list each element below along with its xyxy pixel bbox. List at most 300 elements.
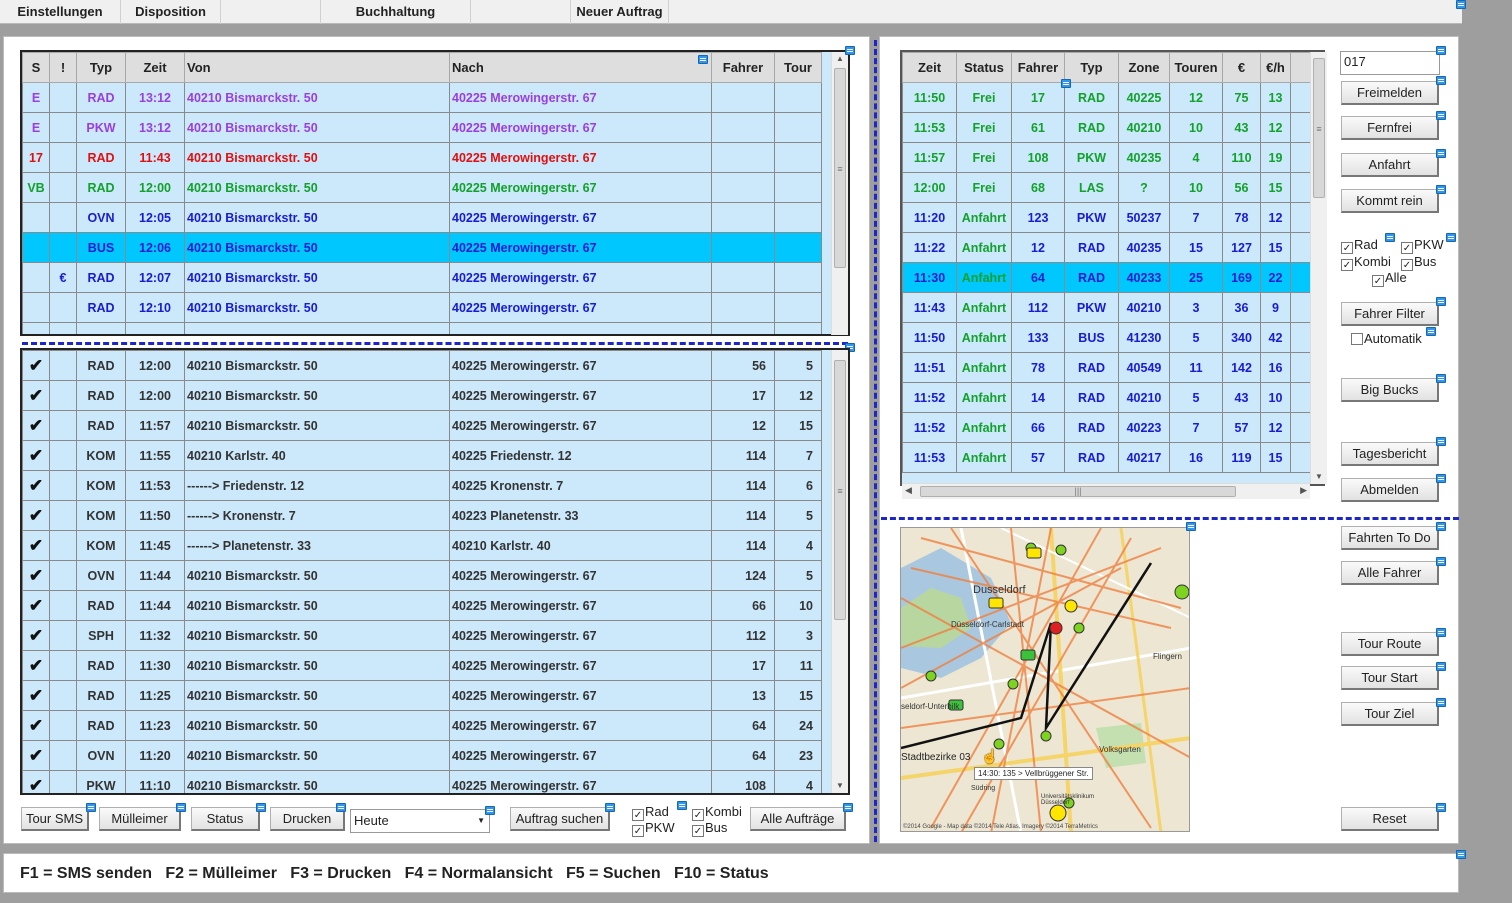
cell-von: 40210 Bismarckstr. 50 <box>185 561 450 591</box>
cell-zone: 50237 <box>1119 203 1170 233</box>
cell-von: 40210 Bismarckstr. 50 <box>185 411 450 441</box>
cell-nach: 40225 Merowingerstr. 67 <box>450 173 712 203</box>
menu-empty-1[interactable] <box>221 0 321 24</box>
splitter-vertical[interactable] <box>874 40 877 842</box>
table-row[interactable] <box>23 411 822 441</box>
table-row[interactable] <box>903 383 1326 413</box>
table-row[interactable] <box>23 561 822 591</box>
alert-marker-icon[interactable] <box>1050 622 1062 634</box>
bike-marker-icon[interactable] <box>1008 679 1018 689</box>
table-row[interactable] <box>23 113 822 143</box>
table-row[interactable] <box>23 233 822 263</box>
note-icon[interactable] <box>1436 557 1446 566</box>
cell-typ: RAD <box>1065 263 1119 293</box>
note-icon[interactable] <box>677 801 687 810</box>
cell-zeit: 11:43 <box>126 143 185 173</box>
fahrten-todo-button[interactable]: Fahrten To Do <box>1341 526 1439 550</box>
cell-fahrer: 114 <box>712 471 775 501</box>
col-typ[interactable]: Typ <box>77 53 126 83</box>
muelleimer-button[interactable]: Mülleimer <box>99 807 181 831</box>
cell-zeit: 12:07 <box>126 263 185 293</box>
cell-status: Anfahrt <box>957 443 1012 473</box>
col-eur[interactable]: € <box>1223 53 1261 83</box>
cell-touren: 25 <box>1170 263 1223 293</box>
table-row[interactable] <box>23 471 822 501</box>
table-row[interactable] <box>23 741 822 771</box>
cell-typ: RAD <box>1065 383 1119 413</box>
cell-status: Frei <box>957 143 1012 173</box>
cell-zeit: 11:20 <box>903 203 957 233</box>
drivers-grid <box>900 50 1325 486</box>
note-icon[interactable] <box>605 803 615 812</box>
table-row[interactable] <box>903 323 1326 353</box>
map-view[interactable] <box>900 527 1190 832</box>
table-row[interactable] <box>903 353 1326 383</box>
map-label: Stadtbezirke 03 <box>901 752 971 763</box>
check-icon: ✔ <box>23 741 50 771</box>
cell-priority <box>50 711 77 741</box>
reset-button[interactable]: Reset <box>1341 807 1439 831</box>
driver-number-input[interactable]: 017 <box>1340 51 1440 75</box>
filter-rad[interactable] <box>632 805 669 821</box>
cell-typ: PKW <box>1065 143 1119 173</box>
tour-route-button[interactable]: Tour Route <box>1341 632 1439 656</box>
drivers-hscrollbar[interactable] <box>902 483 1310 499</box>
note-icon[interactable] <box>1436 46 1446 55</box>
cell-zeit: 12:00 <box>903 173 957 203</box>
table-row[interactable] <box>903 203 1326 233</box>
cell-typ: RAD <box>77 651 126 681</box>
cell-nach: 40225 Kronenstr. 7 <box>450 471 712 501</box>
cell-typ: RAD <box>77 351 126 381</box>
col-zeit[interactable]: Zeit <box>126 53 185 83</box>
col-zeit[interactable]: Zeit <box>903 53 957 83</box>
note-icon[interactable] <box>1186 522 1196 531</box>
cell-fahrer: 123 <box>1012 203 1065 233</box>
cell-tour: 6 <box>775 471 822 501</box>
note-icon[interactable] <box>698 55 708 64</box>
note-icon[interactable] <box>485 806 495 815</box>
cell-typ: RAD <box>1065 233 1119 263</box>
tagesbericht-button[interactable]: Tagesbericht <box>1341 442 1439 466</box>
scroll-thumb[interactable]: ≡ <box>834 68 846 268</box>
note-icon[interactable] <box>1436 698 1446 707</box>
auftrag-suchen-button[interactable]: Auftrag suchen <box>510 807 610 831</box>
note-icon[interactable] <box>336 803 346 812</box>
note-icon[interactable] <box>1061 79 1071 88</box>
map-tooltip: 14:30: 135 > Vellbrüggener Str. <box>974 767 1093 780</box>
cell-touren: 5 <box>1170 383 1223 413</box>
table-row[interactable] <box>23 83 822 113</box>
cell-zeit: 12:05 <box>126 203 185 233</box>
note-icon[interactable] <box>1436 111 1446 120</box>
menu-disposition[interactable]: Disposition <box>121 0 221 24</box>
check-icon: ✔ <box>23 561 50 591</box>
note-icon[interactable] <box>1446 233 1456 242</box>
kommt-rein-button[interactable]: Kommt rein <box>1341 189 1439 213</box>
cell-fahrer: 17 <box>712 651 775 681</box>
col-nach[interactable]: Nach <box>450 53 712 83</box>
tour-ziel-button[interactable]: Tour Ziel <box>1341 702 1439 726</box>
cell-zone: 40223 <box>1119 413 1170 443</box>
table-row[interactable] <box>903 263 1326 293</box>
cell-s: E <box>23 113 50 143</box>
col-s[interactable]: S <box>23 53 50 83</box>
col-touren[interactable]: Touren <box>1170 53 1223 83</box>
cell-typ: RAD <box>77 263 126 293</box>
filter-rad-label: Rad <box>645 804 669 819</box>
cell-typ: KOM <box>77 441 126 471</box>
cell-fahrer: 114 <box>712 531 775 561</box>
cell-tour: 5 <box>775 501 822 531</box>
cell-typ: RAD <box>77 293 126 323</box>
scroll-thumb[interactable]: ≡ <box>834 360 846 620</box>
car-marker-icon[interactable] <box>1021 650 1035 660</box>
cell-von: 40210 Bismarckstr. 50 <box>185 741 450 771</box>
rfilter-rad[interactable] <box>1341 238 1378 254</box>
note-icon[interactable] <box>1436 76 1446 85</box>
tour-start-button[interactable]: Tour Start <box>1341 666 1439 690</box>
cell-zeit: 11:50 <box>126 501 185 531</box>
rfilter-kombi[interactable] <box>1341 255 1391 271</box>
anfahrt-button[interactable]: Anfahrt <box>1341 153 1439 177</box>
scroll-left-icon[interactable]: ◀ <box>905 485 912 495</box>
checkbox-checked-icon[interactable]: ✓ <box>633 826 643 837</box>
table-row[interactable] <box>23 203 822 233</box>
check-icon: ✔ <box>23 621 50 651</box>
filter-pkw[interactable] <box>632 821 675 837</box>
note-icon[interactable] <box>1456 0 1466 9</box>
cell-status: Frei <box>957 173 1012 203</box>
open-orders-scrollbar[interactable] <box>831 52 848 335</box>
note-icon[interactable] <box>1385 233 1395 242</box>
table-row[interactable] <box>23 531 822 561</box>
cell-typ: RAD <box>1065 353 1119 383</box>
cell-typ: KOM <box>77 471 126 501</box>
menu-empty-2[interactable] <box>471 0 571 24</box>
check-icon: ✔ <box>23 681 50 711</box>
cell-priority <box>50 471 77 501</box>
cell-typ: RAD <box>1065 443 1119 473</box>
cell-x <box>50 173 77 203</box>
table-row[interactable] <box>23 263 822 293</box>
table-row[interactable] <box>23 771 822 796</box>
note-icon[interactable] <box>1436 297 1446 306</box>
check-icon: ✔ <box>23 771 50 796</box>
cell-zeit: 11:10 <box>126 771 185 796</box>
cell-fahrer: 66 <box>1012 413 1065 443</box>
car-marker-icon[interactable] <box>989 598 1003 608</box>
car-marker-icon[interactable] <box>1027 548 1041 558</box>
scroll-up-icon[interactable]: ▲ <box>836 54 844 63</box>
scroll-down-icon[interactable]: ▼ <box>836 781 844 790</box>
cell-typ: LAS <box>1065 173 1119 203</box>
note-icon[interactable] <box>1436 437 1446 446</box>
table-row[interactable] <box>903 83 1326 113</box>
cell-zeit: 11:57 <box>126 411 185 441</box>
date-select[interactable] <box>350 809 490 833</box>
note-icon[interactable] <box>845 46 855 55</box>
checkbox-checked-icon[interactable]: ✓ <box>1402 260 1412 271</box>
cell-eur: 119 <box>1223 443 1261 473</box>
filter-kombi[interactable] <box>692 805 742 821</box>
note-icon[interactable] <box>256 803 266 812</box>
cell-zeit: 11:53 <box>903 443 957 473</box>
rfilter-pkw[interactable] <box>1401 238 1444 254</box>
cell-eur: 142 <box>1223 353 1261 383</box>
cell-nach: 40225 Merowingerstr. 67 <box>450 351 712 381</box>
col-zone[interactable]: Zone <box>1119 53 1170 83</box>
cell-von: 40210 Bismarckstr. 50 <box>185 381 450 411</box>
cell-zeit: 11:44 <box>126 591 185 621</box>
cell-fahrer <box>712 203 775 233</box>
cell-s <box>23 263 50 293</box>
note-icon[interactable] <box>1426 327 1436 336</box>
cell-empty <box>450 323 712 337</box>
table-row[interactable] <box>23 173 822 203</box>
note-icon[interactable] <box>1436 522 1446 531</box>
table-row[interactable] <box>23 351 822 381</box>
cell-von: 40210 Bismarckstr. 50 <box>185 711 450 741</box>
cell-touren: 10 <box>1170 173 1223 203</box>
table-row[interactable] <box>23 381 822 411</box>
splitter-left[interactable] <box>22 342 848 345</box>
table-row[interactable] <box>23 441 822 471</box>
table-row[interactable] <box>903 173 1326 203</box>
table-row[interactable] <box>23 591 822 621</box>
bike-marker-icon[interactable] <box>1041 731 1051 741</box>
cell-fahrer <box>712 263 775 293</box>
cell-fahrer: 64 <box>1012 263 1065 293</box>
cell-eurh: 9 <box>1261 293 1291 323</box>
col-status[interactable]: Status <box>957 53 1012 83</box>
cell-von: 40210 Bismarckstr. 50 <box>185 771 450 796</box>
note-icon[interactable] <box>1436 149 1446 158</box>
cell-von: ------> Friedenstr. 12 <box>185 471 450 501</box>
table-row[interactable] <box>903 293 1326 323</box>
cell-fahrer <box>712 83 775 113</box>
table-row[interactable] <box>903 443 1326 473</box>
cell-touren: 15 <box>1170 233 1223 263</box>
automatik-label: Automatik <box>1364 331 1422 346</box>
cell-priority <box>50 651 77 681</box>
bike-marker-icon[interactable] <box>926 671 936 681</box>
cell-status: Anfahrt <box>957 293 1012 323</box>
table-row[interactable] <box>903 143 1326 173</box>
cell-fahrer: 61 <box>1012 113 1065 143</box>
bike-marker-icon[interactable] <box>1074 623 1084 633</box>
note-icon[interactable] <box>1436 662 1446 671</box>
cell-fahrer: 17 <box>1012 83 1065 113</box>
cell-tour: 24 <box>775 711 822 741</box>
note-icon[interactable] <box>1456 850 1466 859</box>
cell-priority <box>50 381 77 411</box>
cell-status: Anfahrt <box>957 413 1012 443</box>
cell-von: 40210 Bismarckstr. 50 <box>185 681 450 711</box>
checkbox-checked-icon[interactable]: ✓ <box>1342 243 1352 254</box>
cell-zeit: 11:32 <box>126 621 185 651</box>
note-icon[interactable] <box>1436 374 1446 383</box>
map-label: Düsseldorf-Carlstadt <box>951 620 1024 629</box>
filter-kombi-label: Kombi <box>705 804 742 819</box>
cell-zeit: 11:53 <box>903 113 957 143</box>
col-tour[interactable]: Tour <box>775 53 822 83</box>
bus-marker-icon[interactable] <box>1050 805 1066 821</box>
freimelden-button[interactable]: Freimelden <box>1341 81 1439 105</box>
cell-typ: RAD <box>77 381 126 411</box>
completed-orders-scrollbar[interactable] <box>831 350 848 793</box>
bike-marker-icon[interactable] <box>1065 600 1077 612</box>
cell-von: ------> Kronenstr. 7 <box>185 501 450 531</box>
col-fahrer[interactable]: Fahrer <box>1012 53 1065 83</box>
cell-zeit: 12:00 <box>126 381 185 411</box>
map-canvas[interactable] <box>901 528 1190 832</box>
cell-touren: 10 <box>1170 113 1223 143</box>
note-icon[interactable] <box>1436 803 1446 812</box>
status-button[interactable]: Status <box>191 807 260 831</box>
cell-tour: 15 <box>775 681 822 711</box>
cell-typ: RAD <box>1065 83 1119 113</box>
scroll-thumb[interactable]: ||| <box>920 486 1236 497</box>
scroll-down-icon[interactable]: ▼ <box>1315 472 1323 481</box>
cell-zeit: 13:12 <box>126 113 185 143</box>
big-bucks-button[interactable]: Big Bucks <box>1341 378 1439 402</box>
cell-eurh: 16 <box>1261 353 1291 383</box>
cell-zeit: 11:52 <box>903 383 957 413</box>
col-von[interactable]: Von <box>185 53 450 83</box>
table-row[interactable] <box>23 143 822 173</box>
cell-fahrer <box>712 173 775 203</box>
cell-fahrer: 108 <box>712 771 775 796</box>
check-icon: ✔ <box>23 591 50 621</box>
checkbox-checked-icon[interactable]: ✓ <box>693 810 703 821</box>
menu-einstellungen[interactable]: Einstellungen <box>0 0 121 24</box>
drivers-scrollbar[interactable] <box>1310 52 1327 484</box>
filter-pkw-label: PKW <box>645 820 675 835</box>
filter-bus[interactable] <box>692 821 727 837</box>
unknown-marker-icon[interactable] <box>1175 585 1189 599</box>
cell-touren: 11 <box>1170 353 1223 383</box>
drucken-button[interactable]: Drucken <box>270 807 345 831</box>
cell-typ: SPH <box>77 621 126 651</box>
fernfrei-button[interactable]: Fernfrei <box>1341 116 1439 140</box>
table-row[interactable] <box>23 323 822 337</box>
cell-zeit: 11:57 <box>903 143 957 173</box>
alle-fahrer-button[interactable]: Alle Fahrer <box>1341 561 1439 585</box>
date-select-value: Heute <box>354 813 389 828</box>
cell-tour: 10 <box>775 591 822 621</box>
cell-fahrer: 133 <box>1012 323 1065 353</box>
completed-orders-grid <box>20 348 850 795</box>
cell-s <box>23 293 50 323</box>
cell-s: VB <box>23 173 50 203</box>
cell-fahrer: 64 <box>712 711 775 741</box>
scroll-thumb[interactable]: ≡ <box>1313 58 1325 198</box>
note-icon[interactable] <box>176 803 186 812</box>
col-fahrer[interactable]: Fahrer <box>712 53 775 83</box>
check-icon: ✔ <box>23 381 50 411</box>
cell-nach: 40225 Merowingerstr. 67 <box>450 561 712 591</box>
automatik-checkbox[interactable] <box>1351 332 1422 346</box>
table-row[interactable] <box>23 293 822 323</box>
note-icon[interactable] <box>86 803 96 812</box>
table-row[interactable] <box>903 233 1326 263</box>
cell-eurh: 42 <box>1261 323 1291 353</box>
cell-fahrer: 112 <box>712 621 775 651</box>
cell-eurh: 15 <box>1261 233 1291 263</box>
rfilter-alle[interactable] <box>1372 271 1407 287</box>
cell-tour: 5 <box>775 561 822 591</box>
note-icon[interactable] <box>1436 628 1446 637</box>
splitter-right[interactable] <box>881 517 1459 520</box>
cell-nach: 40225 Merowingerstr. 67 <box>450 263 712 293</box>
cell-fahrer: 12 <box>1012 233 1065 263</box>
cell-x <box>50 293 77 323</box>
cell-zeit: 12:00 <box>126 351 185 381</box>
col-priority[interactable]: ! <box>50 53 77 83</box>
table-row[interactable] <box>23 681 822 711</box>
note-icon[interactable] <box>843 803 853 812</box>
note-icon[interactable] <box>1436 185 1446 194</box>
scroll-right-icon[interactable]: ▶ <box>1300 485 1307 495</box>
cell-tour: 7 <box>775 441 822 471</box>
table-row[interactable] <box>23 651 822 681</box>
cell-touren: 7 <box>1170 203 1223 233</box>
bike-marker-icon[interactable] <box>1056 545 1066 555</box>
checkbox-unchecked-icon[interactable] <box>1351 333 1363 345</box>
table-row[interactable] <box>23 621 822 651</box>
cell-nach: 40225 Merowingerstr. 67 <box>450 741 712 771</box>
cell-eur: 340 <box>1223 323 1261 353</box>
table-row[interactable] <box>23 501 822 531</box>
cell-fahrer: 64 <box>712 741 775 771</box>
checkbox-checked-icon[interactable]: ✓ <box>1342 260 1352 271</box>
fahrer-filter-button[interactable]: Fahrer Filter <box>1341 302 1439 326</box>
cell-tour: 5 <box>775 351 822 381</box>
table-row[interactable] <box>23 711 822 741</box>
rfilter-bus[interactable] <box>1401 255 1436 271</box>
checkbox-checked-icon[interactable]: ✓ <box>1402 243 1412 254</box>
cell-typ: RAD <box>77 711 126 741</box>
cell-eur: 127 <box>1223 233 1261 263</box>
cell-typ: RAD <box>77 83 126 113</box>
cell-von: 40210 Bismarckstr. 50 <box>185 113 450 143</box>
abmelden-button[interactable]: Abmelden <box>1341 478 1439 502</box>
cell-eur: 78 <box>1223 203 1261 233</box>
menu-neuer-auftrag[interactable]: Neuer Auftrag <box>571 0 669 24</box>
checkbox-checked-icon[interactable]: ✓ <box>633 810 643 821</box>
note-icon[interactable] <box>1436 474 1446 483</box>
col-typ[interactable]: Typ <box>1065 53 1119 83</box>
col-eur-h[interactable]: €/h <box>1261 53 1291 83</box>
cell-nach: 40225 Merowingerstr. 67 <box>450 591 712 621</box>
menu-buchhaltung[interactable]: Buchhaltung <box>321 0 471 24</box>
tour-sms-button[interactable]: Tour SMS <box>21 807 89 831</box>
cell-zeit: 12:06 <box>126 233 185 263</box>
cell-tour: 12 <box>775 381 822 411</box>
alle-auftraege-button[interactable]: Alle Aufträge <box>750 807 846 831</box>
cell-empty <box>712 323 775 337</box>
cell-eur: 56 <box>1223 173 1261 203</box>
checkbox-checked-icon[interactable]: ✓ <box>693 826 703 837</box>
table-row[interactable] <box>903 113 1326 143</box>
cell-fahrer: 68 <box>1012 173 1065 203</box>
cell-typ: OVN <box>77 203 126 233</box>
check-icon: ✔ <box>23 651 50 681</box>
table-row[interactable] <box>903 413 1326 443</box>
checkbox-checked-icon[interactable]: ✓ <box>1373 276 1383 287</box>
cell-touren: 7 <box>1170 413 1223 443</box>
